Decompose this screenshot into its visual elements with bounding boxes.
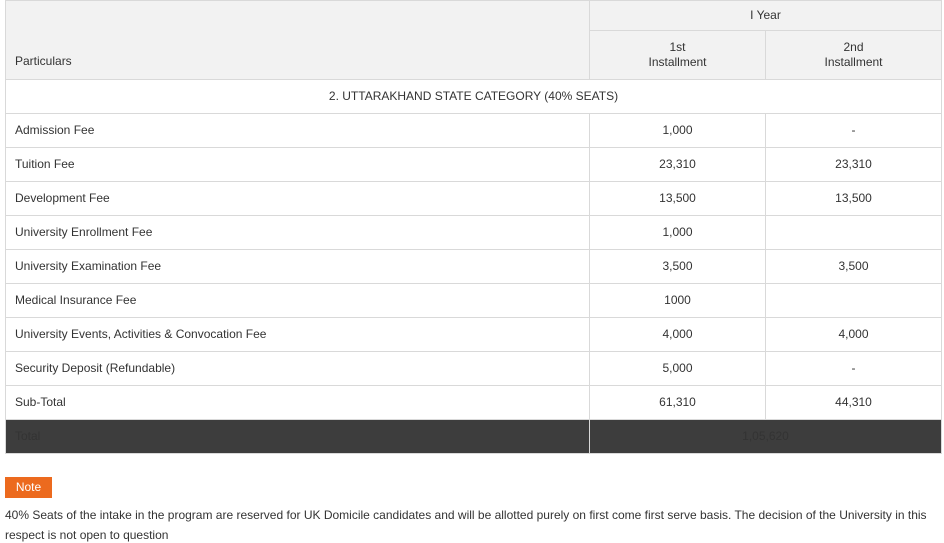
row-installment-1: 1,000: [590, 216, 766, 250]
table-row: [6, 284, 942, 318]
row-label: Development Fee: [6, 182, 590, 216]
row-installment-2: [766, 216, 942, 250]
row-label: University Enrollment Fee: [6, 216, 590, 250]
row-installment-1: 1,000: [590, 114, 766, 148]
row-installment-2: 23,310: [766, 148, 942, 182]
table-row: [6, 182, 942, 216]
header-installment-2-label: 2nd Installment: [824, 40, 883, 69]
category-row: [6, 80, 942, 114]
row-installment-2: 3,500: [766, 250, 942, 284]
note-badge: Note: [5, 477, 52, 498]
row-label: Security Deposit (Refundable): [6, 352, 590, 386]
row-label: University Examination Fee: [6, 250, 590, 284]
table-row: [6, 352, 942, 386]
row-installment-1: 3,500: [590, 250, 766, 284]
table-row: [6, 114, 942, 148]
table-row: [6, 318, 942, 352]
row-installment-1: 23,310: [590, 148, 766, 182]
table-row: [6, 250, 942, 284]
row-label: University Events, Activities & Convocation Fee: [6, 318, 590, 352]
row-installment-2: 4,000: [766, 318, 942, 352]
total-row: [6, 420, 942, 454]
row-label: Tuition Fee: [6, 148, 590, 182]
table-row: [6, 216, 942, 250]
row-installment-2: [766, 284, 942, 318]
subtotal-label: Sub-Total: [6, 386, 590, 420]
category-label: 2. UTTARAKHAND STATE CATEGORY (40% SEATS): [6, 80, 942, 114]
total-label: Total: [6, 420, 590, 454]
subtotal-installment-1: 61,310: [590, 386, 766, 420]
subtotal-row: [6, 386, 942, 420]
row-installment-1: 5,000: [590, 352, 766, 386]
row-installment-1: 1000: [590, 284, 766, 318]
header-particulars: Particulars: [6, 1, 590, 80]
header-installment-1-label: 1st Installment: [648, 40, 707, 69]
header-year: I Year: [590, 1, 942, 31]
row-label: Admission Fee: [6, 114, 590, 148]
subtotal-installment-2: 44,310: [766, 386, 942, 420]
table-row: [6, 148, 942, 182]
row-installment-2: -: [766, 352, 942, 386]
row-installment-2: 13,500: [766, 182, 942, 216]
row-installment-2: -: [766, 114, 942, 148]
fee-structure-table: [5, 0, 942, 454]
row-installment-1: 13,500: [590, 182, 766, 216]
header-installment-1: [590, 31, 766, 80]
note-text: 40% Seats of the intake in the program are reserved for UK Domicile candidates and will be allotted purely on first come first serve basis. The decision of the University in this respect is not open to question: [5, 508, 927, 542]
row-installment-1: 4,000: [590, 318, 766, 352]
total-value: 1,05,620: [590, 420, 942, 454]
row-label: Medical Insurance Fee: [6, 284, 590, 318]
header-installment-2: [766, 31, 942, 80]
